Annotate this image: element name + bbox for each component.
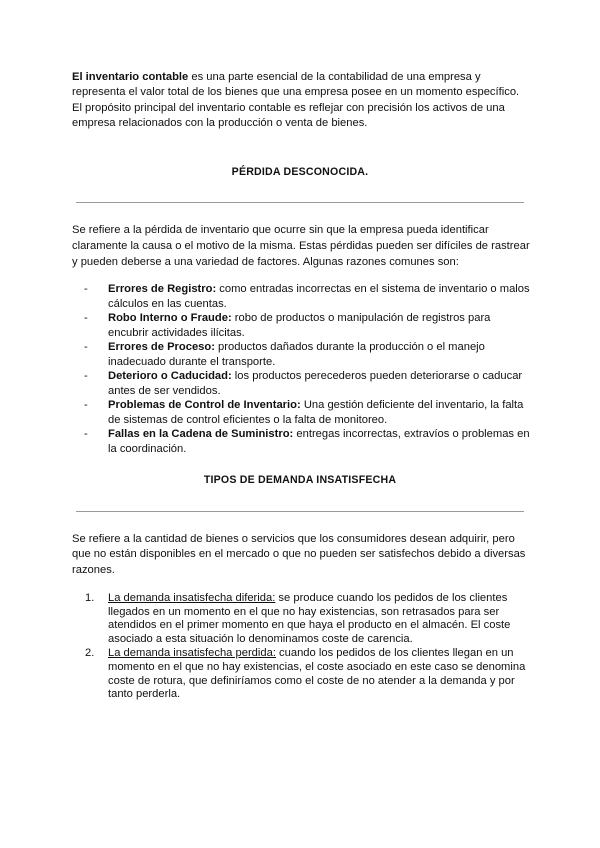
list-item-term: Fallas en la Cadena de Suministro:: [108, 428, 294, 440]
section-divider: [76, 511, 524, 512]
list-item-term: La demanda insatisfecha perdida:: [108, 647, 276, 660]
section-divider: [76, 202, 524, 203]
list-item-text: Una gestión deficiente del inventario, la falta de sistemas de control eficientes o la falta de monitoreo.: [108, 399, 524, 426]
section2-paragraph: Se refiere a la cantidad de bienes o servicios que los consumidores desean adquirir, pero que no están disponibles en el mercado o que no pueden ser satisfechos debido a diversas razones.: [72, 533, 526, 576]
list-item-term: Problemas de Control de Inventario:: [108, 399, 301, 411]
section-heading-demanda: TIPOS DE DEMANDA INSATISFECHA: [203, 474, 397, 486]
causes-list: [72, 282, 532, 456]
list-item: [72, 369, 532, 398]
list-bullet: -: [84, 312, 88, 324]
list-item: [72, 282, 532, 311]
list-item: [72, 592, 532, 646]
list-bullet: -: [84, 370, 88, 382]
demand-types-list: [72, 592, 532, 702]
list-bullet: -: [84, 399, 88, 411]
list-item-text: robo de productos o manipulación de registros para encubrir actividades ilícitas.: [108, 312, 491, 339]
list-item: [72, 311, 532, 340]
list-bullet: -: [84, 283, 88, 295]
list-item-text: los productos perecederos pueden deteriorarse o caducar antes de ser vendidos.: [108, 370, 523, 397]
section-heading-perdida: PÉRDIDA DESCONOCIDA.: [231, 166, 369, 178]
intro-bold: El inventario contable: [72, 71, 189, 83]
list-bullet: -: [84, 428, 88, 440]
intro-text: es una parte esencial de la contabilidad de una empresa y representa el valor total de los bienes que una empresa posee en un momento específico. El propósito principal del inventario contable es reflejar con precisión los activos de una empresa relacionados con la producción o venta de bienes.: [72, 71, 520, 130]
list-number: 1.: [85, 592, 95, 604]
list-item-text: se produce cuando los pedidos de los clientes llegados en un momento en el que no hay existencias, son retrasados para ser atendidos en el primer momento en que haya el producto en el almacén. El coste asociado a esta situación lo denominamos coste de carencia.: [108, 592, 511, 645]
list-number: 2.: [85, 647, 95, 660]
list-item-term: La demanda insatisfecha diferida:: [108, 592, 276, 604]
list-bullet: -: [84, 341, 88, 353]
list-item-term: Errores de Proceso:: [108, 341, 215, 353]
list-item-text: como entradas incorrectas en el sistema de inventario o malos cálculos en las cuentas.: [108, 283, 530, 310]
section1-paragraph: Se refiere a la pérdida de inventario que ocurre sin que la empresa pueda identificar claramente la causa o el motivo de la misma. Estas pérdidas pueden ser difíciles de rastrear y pueden deberse a una variedad de factores. Algunas razones comunes son:: [72, 224, 530, 269]
list-item-text: productos dañados durante la producción o el manejo inadecuado durante el transporte.: [108, 341, 485, 368]
list-item: [72, 647, 532, 701]
list-item: [72, 340, 532, 369]
intro-paragraph: [72, 70, 532, 132]
list-item-text: entregas incorrectas, extravíos o problemas en la coordinación.: [108, 428, 530, 455]
list-item-term: Deterioro o Caducidad:: [108, 370, 232, 382]
list-item: [72, 398, 532, 427]
list-item-text: cuando los pedidos de los clientes llegan en un momento en el que no hay existencias, el coste asociado en este caso se denomina coste de rotura, que definiríamos como el coste de no atender a la demanda y por tanto perderla.: [108, 647, 526, 701]
list-item-term: Robo Interno o Fraude:: [108, 312, 232, 324]
list-item-term: Errores de Registro:: [108, 283, 217, 295]
list-item: [72, 427, 532, 456]
